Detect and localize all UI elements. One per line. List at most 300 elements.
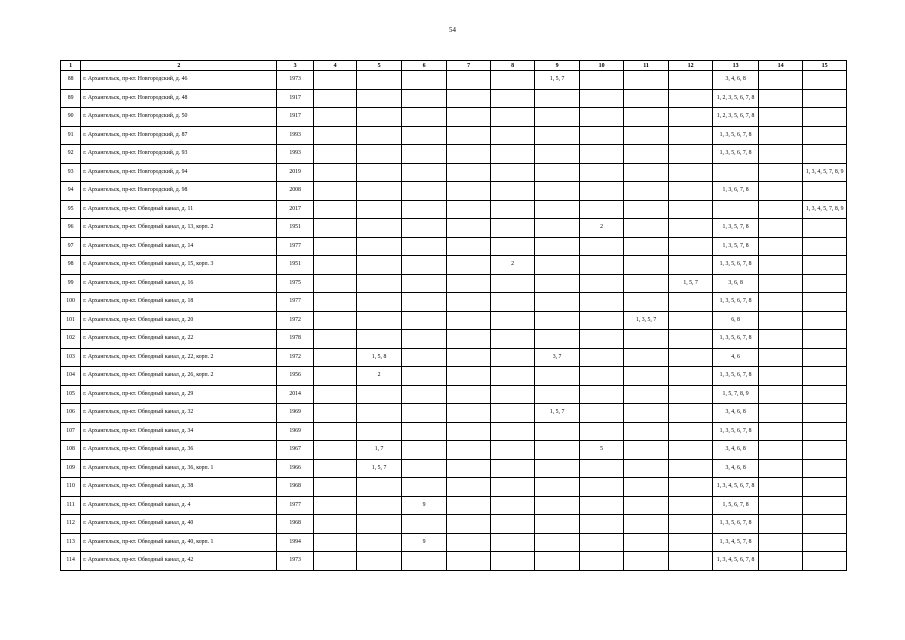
table-row: [61, 163, 847, 182]
code-cell: [535, 237, 580, 256]
column-header-10: 10: [579, 61, 624, 71]
code-cell: [535, 293, 580, 312]
code-cell: 1, 5, 7: [535, 404, 580, 423]
year-cell: 1917: [277, 108, 313, 127]
year-cell: 1973: [277, 71, 313, 90]
code-cell: [624, 89, 669, 108]
code-cell: [579, 256, 624, 275]
code-cell: [668, 293, 713, 312]
table-row: [61, 311, 847, 330]
code-cell: [447, 293, 490, 312]
code-cell: [490, 145, 535, 164]
code-cell: [624, 385, 669, 404]
code-cell: [401, 330, 447, 349]
year-cell: 1975: [277, 274, 313, 293]
code-cell: [490, 200, 535, 219]
code-cell: 6, 8: [713, 311, 759, 330]
code-cell: [624, 422, 669, 441]
code-cell: [447, 311, 490, 330]
table-row: [61, 533, 847, 552]
row-number-cell: 97: [61, 237, 81, 256]
address-cell: г. Архангельск, пр-кт. Обводный канал, д. 38: [81, 478, 277, 497]
code-cell: [624, 496, 669, 515]
code-cell: [357, 422, 402, 441]
code-cell: [624, 163, 669, 182]
address-cell: г. Архангельск, пр-кт. Новгородский, д. 46: [81, 71, 277, 90]
code-cell: [401, 422, 447, 441]
code-cell: [624, 367, 669, 386]
code-cell: [313, 441, 356, 460]
code-cell: [579, 478, 624, 497]
code-cell: [624, 348, 669, 367]
code-cell: [357, 237, 402, 256]
code-cell: 1, 7: [357, 441, 402, 460]
code-cell: [803, 478, 847, 497]
code-cell: [579, 496, 624, 515]
code-cell: [401, 404, 447, 423]
code-cell: [447, 330, 490, 349]
code-cell: [579, 182, 624, 201]
code-cell: [447, 182, 490, 201]
code-cell: [758, 515, 803, 534]
code-cell: [401, 385, 447, 404]
code-cell: [490, 552, 535, 571]
code-cell: [803, 145, 847, 164]
code-cell: [313, 256, 356, 275]
code-cell: [803, 256, 847, 275]
code-cell: [313, 422, 356, 441]
address-cell: г. Архангельск, пр-кт. Новгородский, д. 94: [81, 163, 277, 182]
code-cell: 1, 3, 5, 6, 7, 8: [713, 145, 759, 164]
code-cell: [357, 145, 402, 164]
code-cell: [535, 496, 580, 515]
code-cell: [401, 219, 447, 238]
code-cell: [490, 478, 535, 497]
column-header-14: 14: [758, 61, 803, 71]
code-cell: [401, 71, 447, 90]
code-cell: [579, 274, 624, 293]
code-cell: [313, 404, 356, 423]
address-cell: г. Архангельск, пр-кт. Обводный канал, д. 20: [81, 311, 277, 330]
code-cell: [357, 256, 402, 275]
code-cell: [490, 496, 535, 515]
code-cell: [490, 422, 535, 441]
year-cell: 1972: [277, 348, 313, 367]
code-cell: [401, 478, 447, 497]
code-cell: [401, 163, 447, 182]
code-cell: [624, 441, 669, 460]
column-header-2: 2: [81, 61, 277, 71]
code-cell: [758, 533, 803, 552]
code-cell: [490, 163, 535, 182]
code-cell: [624, 330, 669, 349]
code-cell: [668, 200, 713, 219]
code-cell: 9: [401, 496, 447, 515]
code-cell: [579, 237, 624, 256]
table-row: [61, 348, 847, 367]
code-cell: [490, 533, 535, 552]
table-row: [61, 459, 847, 478]
code-cell: [313, 89, 356, 108]
code-cell: 1, 3, 5, 6, 7, 8: [713, 293, 759, 312]
table-row: [61, 496, 847, 515]
code-cell: [490, 71, 535, 90]
code-cell: [579, 311, 624, 330]
code-cell: [668, 478, 713, 497]
code-cell: [668, 256, 713, 275]
code-cell: [357, 496, 402, 515]
row-number-cell: 108: [61, 441, 81, 460]
code-cell: [803, 533, 847, 552]
code-cell: [313, 385, 356, 404]
code-cell: [447, 515, 490, 534]
column-header-5: 5: [357, 61, 402, 71]
table-row: [61, 256, 847, 275]
code-cell: [624, 256, 669, 275]
address-cell: г. Архангельск, пр-кт. Обводный канал, д. 36, корп. 1: [81, 459, 277, 478]
year-cell: 1951: [277, 256, 313, 275]
row-number-cell: 101: [61, 311, 81, 330]
code-cell: [535, 145, 580, 164]
row-number-cell: 103: [61, 348, 81, 367]
code-cell: [447, 219, 490, 238]
code-cell: 1, 3, 5, 7, 8: [713, 237, 759, 256]
code-cell: [535, 552, 580, 571]
code-cell: [490, 367, 535, 386]
code-cell: 1, 5, 7: [357, 459, 402, 478]
row-number-cell: 105: [61, 385, 81, 404]
row-number-cell: 104: [61, 367, 81, 386]
table-row: [61, 552, 847, 571]
row-number-cell: 112: [61, 515, 81, 534]
code-cell: 1, 3, 5, 6, 7, 8: [713, 256, 759, 275]
row-number-cell: 99: [61, 274, 81, 293]
row-number-cell: 91: [61, 126, 81, 145]
code-cell: [668, 145, 713, 164]
code-cell: [535, 422, 580, 441]
row-number-cell: 109: [61, 459, 81, 478]
code-cell: [758, 108, 803, 127]
code-cell: [490, 459, 535, 478]
code-cell: [313, 237, 356, 256]
code-cell: [624, 552, 669, 571]
address-cell: г. Архангельск, пр-кт. Обводный канал, д. 32: [81, 404, 277, 423]
year-cell: 1967: [277, 441, 313, 460]
code-cell: 1, 3, 4, 5, 6, 7, 8: [713, 478, 759, 497]
code-cell: [535, 163, 580, 182]
code-cell: [447, 145, 490, 164]
code-cell: [313, 515, 356, 534]
table-row: [61, 293, 847, 312]
code-cell: [447, 459, 490, 478]
code-cell: [490, 182, 535, 201]
code-cell: [758, 200, 803, 219]
code-cell: [579, 367, 624, 386]
code-cell: [579, 145, 624, 164]
row-number-cell: 106: [61, 404, 81, 423]
code-cell: [579, 515, 624, 534]
code-cell: [579, 200, 624, 219]
code-cell: [490, 515, 535, 534]
code-cell: [357, 330, 402, 349]
row-number-cell: 93: [61, 163, 81, 182]
code-cell: [357, 385, 402, 404]
code-cell: [313, 552, 356, 571]
table-row: [61, 441, 847, 460]
code-cell: [447, 108, 490, 127]
code-cell: 1, 3, 6, 7, 8: [713, 182, 759, 201]
code-cell: [313, 163, 356, 182]
table-row: [61, 89, 847, 108]
code-cell: [579, 533, 624, 552]
code-cell: 1, 3, 5, 6, 7, 8: [713, 367, 759, 386]
code-cell: [535, 441, 580, 460]
year-cell: 1968: [277, 515, 313, 534]
code-cell: [624, 274, 669, 293]
year-cell: 1977: [277, 496, 313, 515]
code-cell: [490, 330, 535, 349]
code-cell: [803, 274, 847, 293]
table-row: [61, 385, 847, 404]
code-cell: [803, 219, 847, 238]
row-number-cell: 90: [61, 108, 81, 127]
code-cell: [668, 422, 713, 441]
code-cell: [357, 515, 402, 534]
code-cell: [668, 330, 713, 349]
code-cell: 3, 4, 6, 8: [713, 71, 759, 90]
code-cell: 3, 6, 8: [713, 274, 759, 293]
code-cell: [490, 89, 535, 108]
address-cell: г. Архангельск, пр-кт. Обводный канал, д. 16: [81, 274, 277, 293]
code-cell: [401, 145, 447, 164]
code-cell: [447, 237, 490, 256]
code-cell: [447, 163, 490, 182]
code-cell: [357, 126, 402, 145]
code-cell: [357, 533, 402, 552]
code-cell: [313, 71, 356, 90]
code-cell: [579, 404, 624, 423]
code-cell: [447, 89, 490, 108]
code-cell: [803, 367, 847, 386]
code-cell: [313, 478, 356, 497]
code-cell: [401, 348, 447, 367]
year-cell: 1969: [277, 422, 313, 441]
code-cell: [803, 293, 847, 312]
code-cell: [490, 311, 535, 330]
table-row: [61, 145, 847, 164]
code-cell: [758, 126, 803, 145]
code-cell: [401, 200, 447, 219]
code-cell: 1, 5, 7, 8, 9: [713, 385, 759, 404]
code-cell: [803, 459, 847, 478]
code-cell: [490, 404, 535, 423]
code-cell: [447, 348, 490, 367]
table-row: [61, 515, 847, 534]
table-row: [61, 126, 847, 145]
code-cell: [535, 385, 580, 404]
address-cell: г. Архангельск, пр-кт. Обводный канал, д. 18: [81, 293, 277, 312]
year-cell: 2008: [277, 182, 313, 201]
code-cell: [758, 293, 803, 312]
code-cell: [490, 293, 535, 312]
code-cell: [357, 108, 402, 127]
code-cell: [579, 459, 624, 478]
code-cell: [357, 71, 402, 90]
code-cell: 1, 5, 6, 7, 8: [713, 496, 759, 515]
code-cell: [758, 552, 803, 571]
year-cell: 1993: [277, 126, 313, 145]
year-cell: 1969: [277, 404, 313, 423]
code-cell: [668, 515, 713, 534]
code-cell: [803, 330, 847, 349]
address-cell: г. Архангельск, пр-кт. Обводный канал, д. 22: [81, 330, 277, 349]
code-cell: [579, 348, 624, 367]
code-cell: [668, 459, 713, 478]
column-header-3: 3: [277, 61, 313, 71]
code-cell: [803, 182, 847, 201]
code-cell: [447, 385, 490, 404]
code-cell: 1, 3, 5, 6, 7, 8: [713, 330, 759, 349]
address-cell: г. Архангельск, пр-кт. Обводный канал, д. 26, корп. 2: [81, 367, 277, 386]
code-cell: [803, 404, 847, 423]
code-cell: 3, 4, 6, 8: [713, 404, 759, 423]
code-cell: [447, 367, 490, 386]
code-cell: [579, 108, 624, 127]
header-row: [61, 61, 847, 71]
code-cell: [357, 478, 402, 497]
code-cell: [313, 533, 356, 552]
row-number-cell: 100: [61, 293, 81, 312]
code-cell: [668, 71, 713, 90]
column-header-6: 6: [401, 61, 447, 71]
table-row: [61, 182, 847, 201]
code-cell: [313, 126, 356, 145]
code-cell: [401, 459, 447, 478]
year-cell: 1951: [277, 219, 313, 238]
code-cell: [447, 256, 490, 275]
code-cell: [624, 108, 669, 127]
code-cell: [313, 145, 356, 164]
code-cell: 1, 3, 5, 7: [624, 311, 669, 330]
code-cell: [758, 348, 803, 367]
code-cell: [758, 422, 803, 441]
table-row: [61, 237, 847, 256]
code-cell: [313, 311, 356, 330]
address-cell: г. Архангельск, пр-кт. Обводный канал, д. 40: [81, 515, 277, 534]
code-cell: [490, 108, 535, 127]
code-cell: [447, 496, 490, 515]
code-cell: [579, 552, 624, 571]
code-cell: [579, 422, 624, 441]
code-cell: [758, 478, 803, 497]
code-cell: [357, 182, 402, 201]
code-cell: [447, 274, 490, 293]
address-cell: г. Архангельск, пр-кт. Обводный канал, д. 15, корп. 3: [81, 256, 277, 275]
code-cell: [357, 200, 402, 219]
code-cell: [624, 404, 669, 423]
code-cell: [313, 200, 356, 219]
code-cell: [668, 533, 713, 552]
code-cell: [758, 89, 803, 108]
code-cell: [447, 404, 490, 423]
row-number-cell: 94: [61, 182, 81, 201]
column-header-13: 13: [713, 61, 759, 71]
code-cell: [624, 459, 669, 478]
code-cell: [803, 422, 847, 441]
code-cell: [579, 126, 624, 145]
code-cell: 4, 6: [713, 348, 759, 367]
code-cell: 5: [579, 441, 624, 460]
code-cell: [401, 367, 447, 386]
code-cell: [758, 71, 803, 90]
code-cell: [490, 237, 535, 256]
code-cell: [357, 404, 402, 423]
code-cell: [447, 478, 490, 497]
address-cell: г. Архангельск, пр-кт. Обводный канал, д. 13, корп. 2: [81, 219, 277, 238]
code-cell: [624, 237, 669, 256]
code-cell: [758, 404, 803, 423]
row-number-cell: 111: [61, 496, 81, 515]
code-cell: 3, 4, 6, 8: [713, 441, 759, 460]
code-cell: [758, 459, 803, 478]
code-cell: [357, 89, 402, 108]
code-cell: 1, 3, 5, 6, 7, 8: [713, 515, 759, 534]
address-cell: г. Архангельск, пр-кт. Новгородский, д. 87: [81, 126, 277, 145]
code-cell: [668, 108, 713, 127]
code-cell: 1, 3, 4, 5, 7, 8, 9: [803, 163, 847, 182]
code-cell: [313, 182, 356, 201]
column-header-1: 1: [61, 61, 81, 71]
code-cell: 3, 7: [535, 348, 580, 367]
address-cell: г. Архангельск, пр-кт. Новгородский, д. 48: [81, 89, 277, 108]
code-cell: [803, 441, 847, 460]
code-cell: 1, 2, 3, 5, 6, 7, 8: [713, 108, 759, 127]
code-cell: [313, 330, 356, 349]
row-number-cell: 88: [61, 71, 81, 90]
year-cell: 1968: [277, 478, 313, 497]
code-cell: [357, 552, 402, 571]
code-cell: [535, 219, 580, 238]
code-cell: 1, 3, 5, 6, 7, 8: [713, 422, 759, 441]
table-row: [61, 422, 847, 441]
code-cell: [535, 108, 580, 127]
code-cell: [624, 533, 669, 552]
code-cell: [535, 89, 580, 108]
code-cell: [535, 459, 580, 478]
code-cell: [535, 311, 580, 330]
code-cell: [447, 441, 490, 460]
code-cell: [624, 293, 669, 312]
code-cell: [624, 219, 669, 238]
code-cell: [447, 126, 490, 145]
code-cell: [401, 182, 447, 201]
code-cell: [668, 237, 713, 256]
code-cell: 1, 5, 7: [535, 71, 580, 90]
code-cell: [357, 293, 402, 312]
code-cell: [401, 89, 447, 108]
year-cell: 1993: [277, 145, 313, 164]
code-cell: [624, 71, 669, 90]
code-cell: 1, 3, 4, 5, 6, 7, 8: [713, 552, 759, 571]
row-number-cell: 113: [61, 533, 81, 552]
code-cell: [803, 552, 847, 571]
row-number-cell: 96: [61, 219, 81, 238]
code-cell: [758, 163, 803, 182]
code-cell: 1, 5, 7: [668, 274, 713, 293]
code-cell: [668, 219, 713, 238]
code-cell: [624, 200, 669, 219]
code-cell: 2: [579, 219, 624, 238]
